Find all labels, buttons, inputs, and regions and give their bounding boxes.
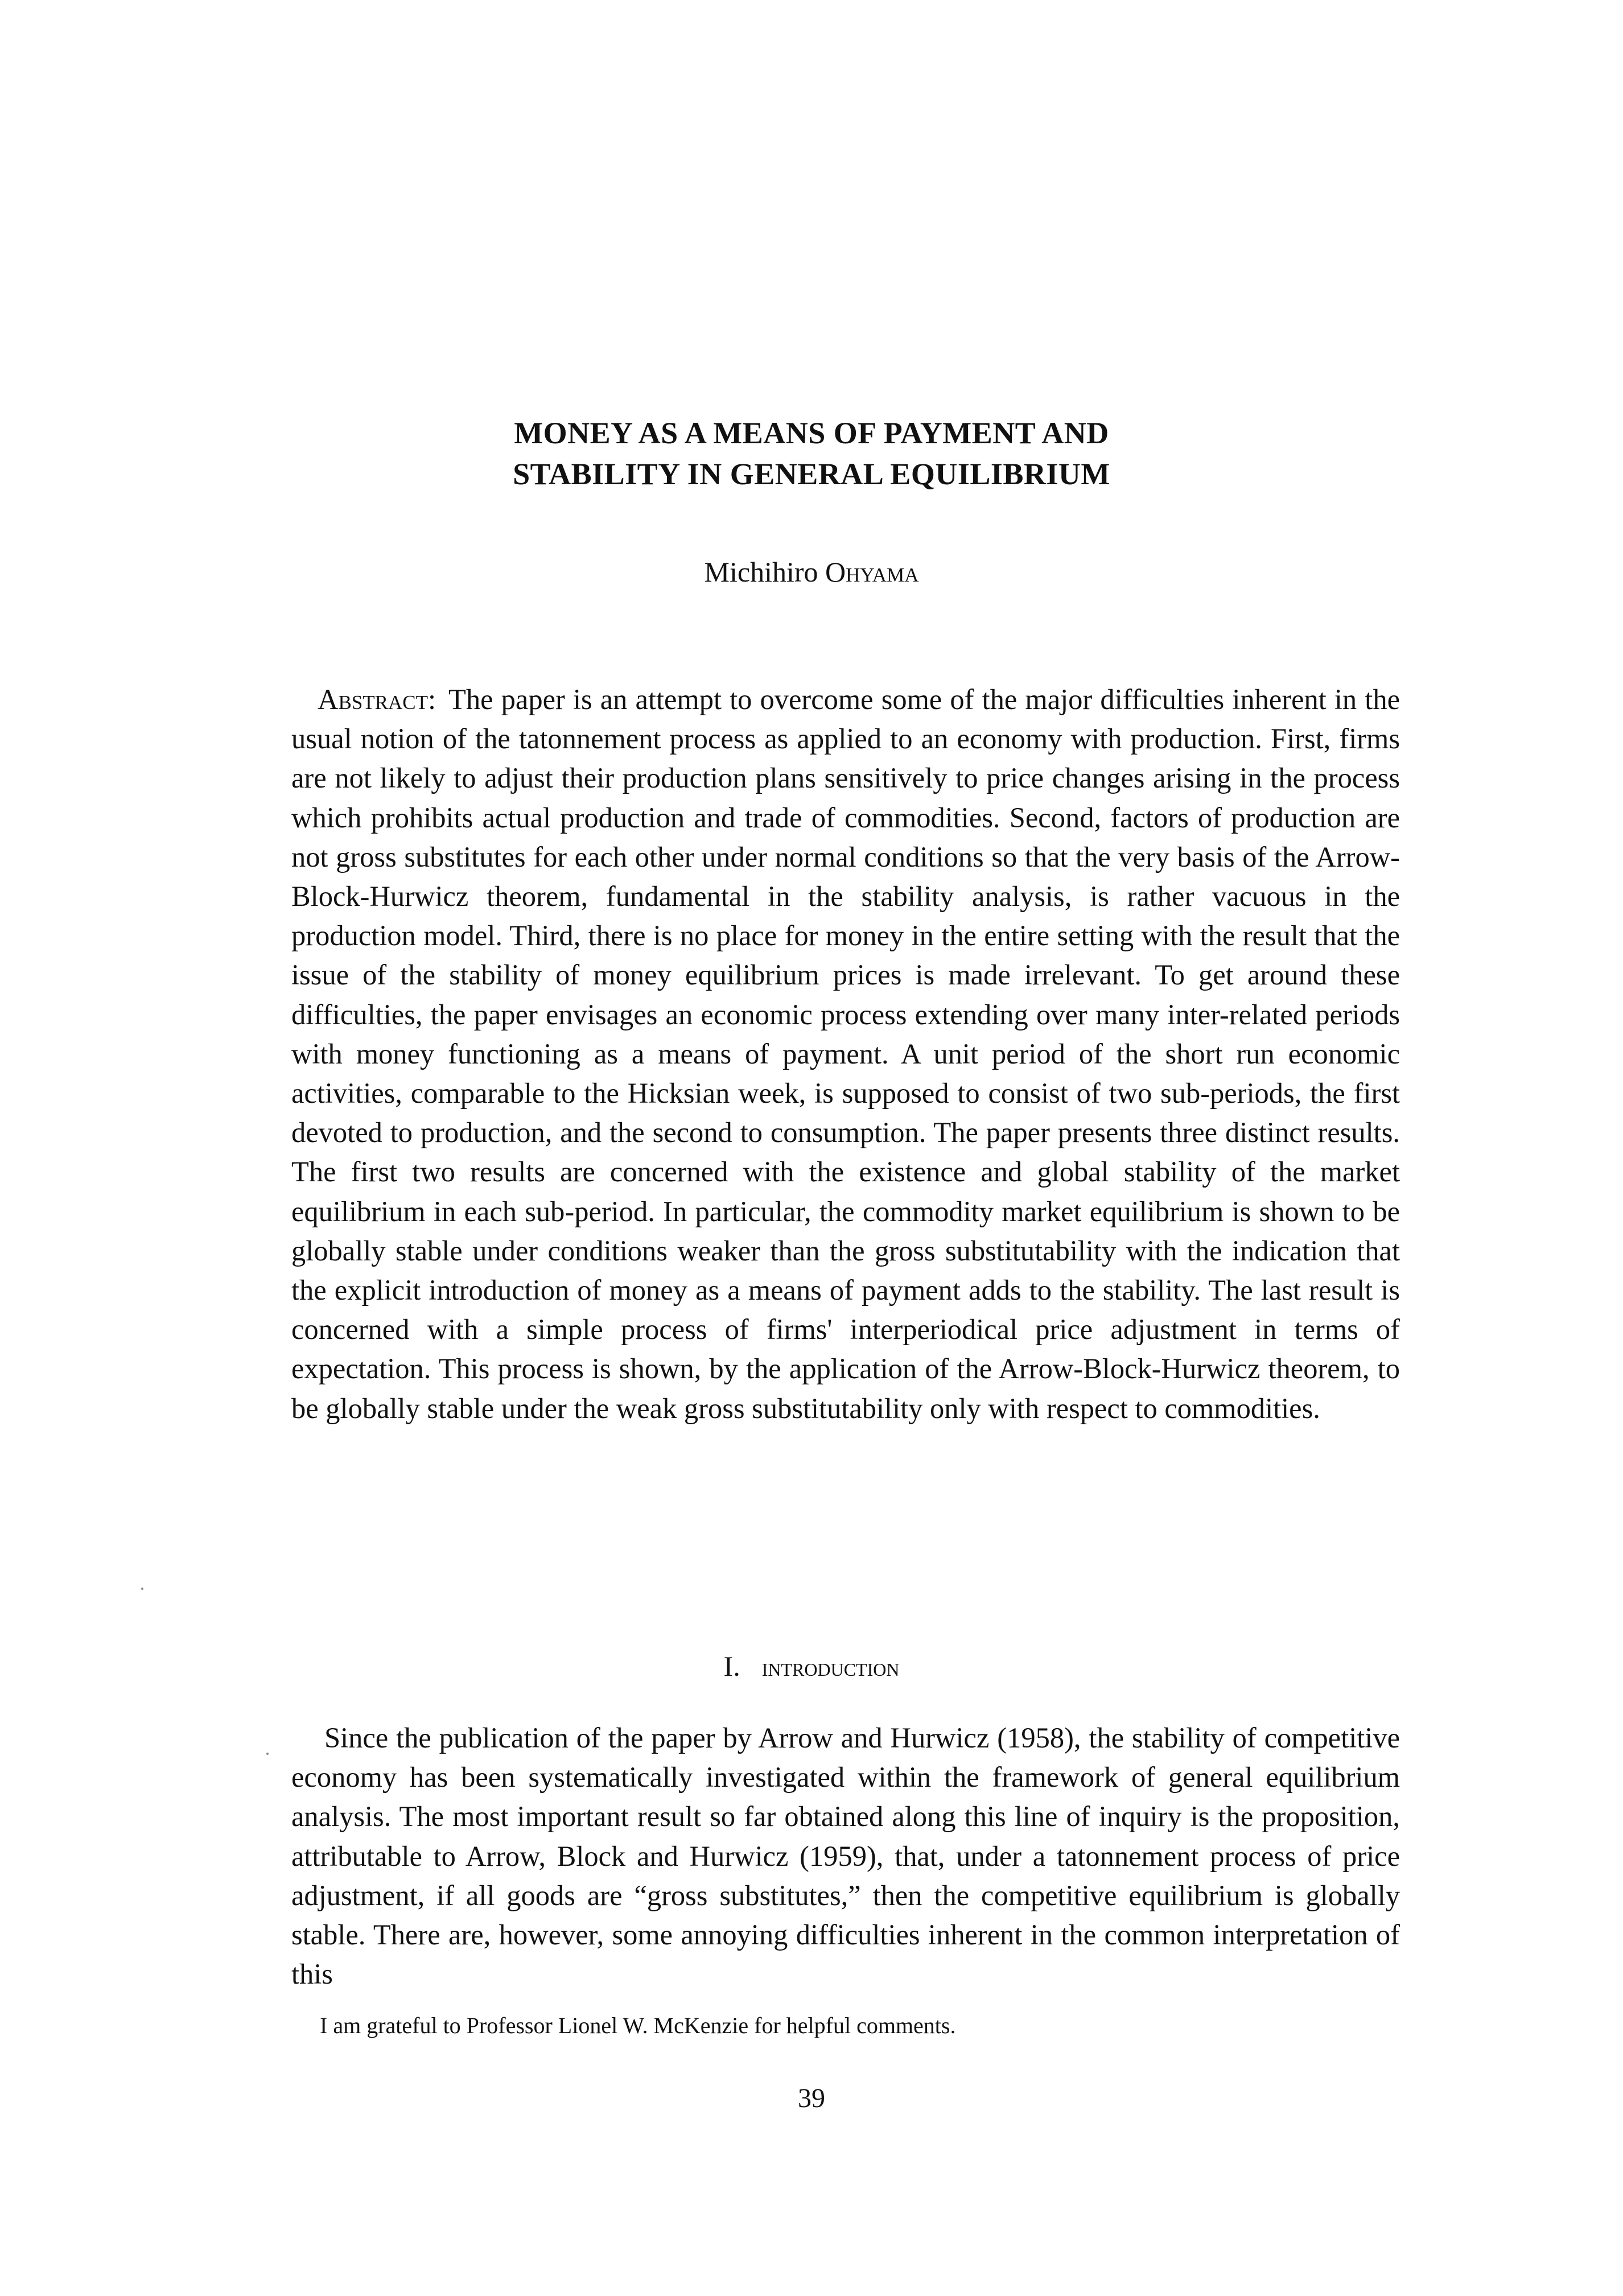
author-family-name: Ohyama <box>825 556 919 588</box>
abstract-label: Abstract: <box>318 683 436 715</box>
author-given-name: Michihiro <box>704 556 818 588</box>
section-number: I. <box>723 1650 740 1682</box>
page-number: 39 <box>798 2083 825 2113</box>
abstract-text: The paper is an attempt to overcome some of the major difficulties inherent in the usual notion of the tatonnement process as applied to an economy with production. First, firms are not likely to adjust their production plans sensitively to price changes arising in the process which prohibits actual production and trade of commodities. Second, factors of production are not gross substitutes for each other under normal conditions so that the very basis of the Arrow-Block-Hurwicz theorem, fundamental in the stability analysis, is rather vacuous in the production model. Third, there is no place for money in the entire setting with the result that the issue of the stability of money equilibrium prices is made irrelevant. To get around these difficulties, the paper envisages an economic process extending over many inter-related periods with money functioning as a means of payment. A unit period of the short run economic activities, comparable to the Hicksian week, is supposed to consist of two sub-periods, the first devoted to production, and the second to consumption. The paper presents three distinct results. The first two results are concerned with the existence and global stability of the market equilibrium in each sub-period. In particular, the commodity market equilibrium is shown to be globally stable under conditions weaker than the gross substitutability with the indication that the explicit introduction of money as a means of payment adds to the stability. The last result is concerned with a simple process of firms' interperiodical price adjustment in terms of expectation. This process is shown, by the application of the Arrow-Block-Hurwicz theorem, to be globally stable under the weak gross substitutability only with respect to commodities. <box>291 683 1400 1424</box>
footnote: I am grateful to Professor Lionel W. McKenzie for helpful comments. <box>320 2013 956 2038</box>
author-name <box>0 555 1623 589</box>
section-heading <box>0 1649 1623 1685</box>
scan-speck <box>141 1588 143 1590</box>
paper-title <box>0 413 1623 494</box>
title-line-1: MONEY AS A MEANS OF PAYMENT AND <box>514 416 1109 450</box>
abstract <box>291 680 1400 1428</box>
section-title: introduction <box>761 1652 900 1681</box>
title-line-2: STABILITY IN GENERAL EQUILIBRIUM <box>513 457 1110 491</box>
scan-speck <box>266 1753 269 1755</box>
body-paragraph: Since the publication of the paper by Arrow and Hurwicz (1958), the stability of competitive economy has been systematically investigated within the framework of general equilibrium analysis. The most important result so far obtained along this line of inquiry is the proposition, attributable to Arrow, Block and Hurwicz (1959), that, under a tatonnement process of price adjustment, if all goods are “gross substitutes,” then the competitive equilibrium is globally stable. There are, however, some annoying difficulties inherent in the common interpretation of this <box>291 1722 1400 1990</box>
